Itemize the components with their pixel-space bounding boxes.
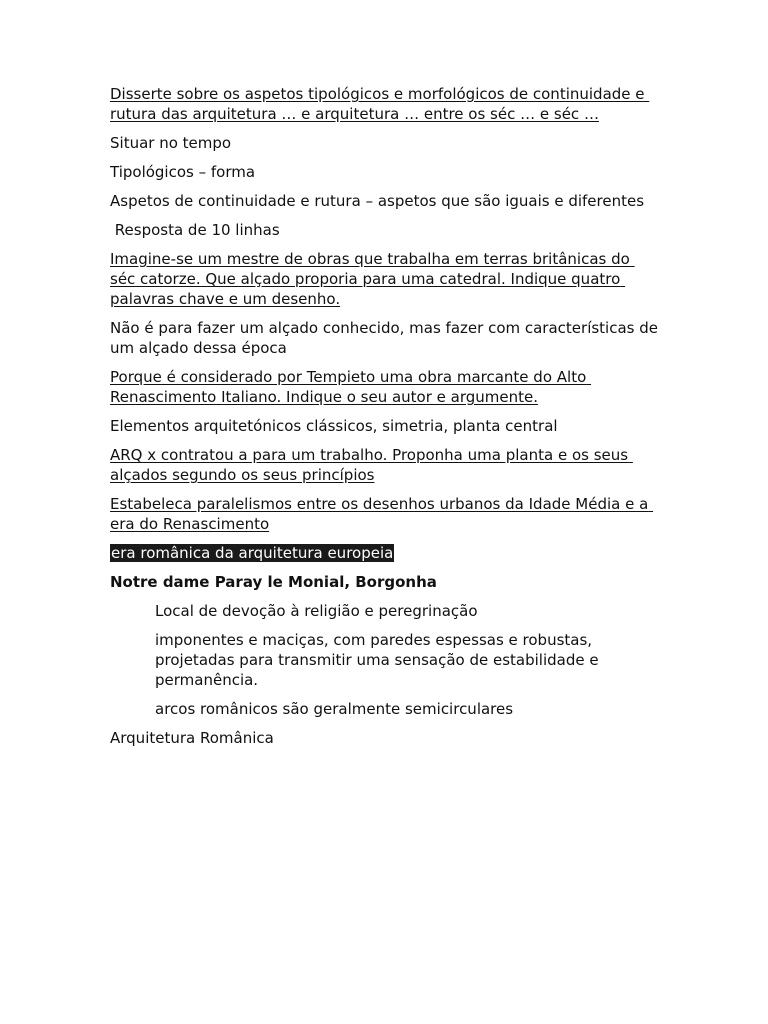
indented-note: Local de devoção à religião e peregrinação xyxy=(155,602,478,620)
note-paragraph: Arquitetura Românica xyxy=(110,729,274,747)
section-heading: Notre dame Paray le Monial, Borgonha xyxy=(110,573,437,591)
note-paragraph: Não é para fazer um alçado conhecido, mas fazer com características de um alçado dessa época xyxy=(110,319,663,357)
question-paragraph: ARQ x contratou a para um trabalho. Proponha uma planta e os seus alçados segundo os seus princípios xyxy=(110,446,633,484)
note-paragraph: Situar no tempo xyxy=(110,134,232,152)
question-paragraph: Estabeleca paralelismos entre os desenhos urbanos da Idade Média e a era do Renascimento xyxy=(110,495,654,533)
note-paragraph: Aspetos de continuidade e rutura – aspetos que são iguais e diferentes xyxy=(110,192,645,210)
note-paragraph: Elementos arquitetónicos clássicos, simetria, planta central xyxy=(110,417,558,435)
indented-note: arcos românicos são geralmente semicirculares xyxy=(155,700,514,718)
note-paragraph: Tipológicos – forma xyxy=(110,163,256,181)
question-paragraph: Disserte sobre os aspetos tipológicos e morfológicos de continuidade e rutura das arquitetura … e arquitetura … entre os séc … e séc … xyxy=(110,85,650,123)
question-paragraph: Imagine-se um mestre de obras que trabalha em terras britânicas do séc catorze. Que alçado proporia para uma catedral. Indique quatro palavras chave e um desenho. xyxy=(110,250,635,308)
indented-note: imponentes e maciças, com paredes espessas e robustas, projetadas para transmitir uma sensação de estabilidade e permanência. xyxy=(155,631,604,689)
note-paragraph: Resposta de 10 linhas xyxy=(110,221,280,239)
highlighted-text: era românica da arquitetura europeia xyxy=(111,544,394,562)
highlighted-paragraph xyxy=(110,543,658,563)
question-paragraph: Porque é considerado por Tempieto uma obra marcante do Alto Renascimento Italiano. Indique o seu autor e argumente. xyxy=(110,368,592,406)
